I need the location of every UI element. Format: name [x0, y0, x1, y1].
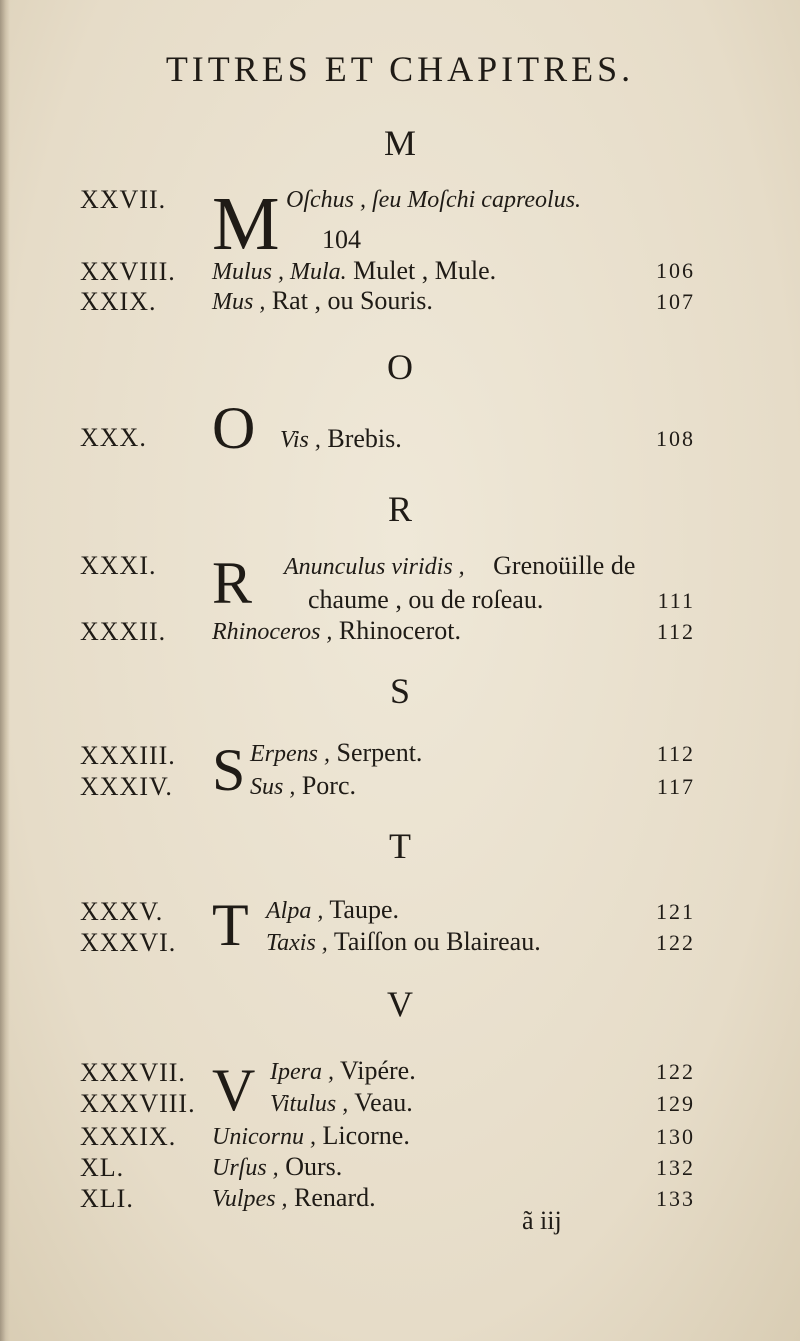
page-header: TITRES ET CHAPITRES. — [165, 49, 635, 89]
section-letter-s: S — [389, 671, 411, 711]
section-letter-o: O — [387, 347, 413, 387]
entry-page: 132 — [656, 1155, 695, 1180]
entry-text: Sus , Porc. — [250, 771, 357, 800]
entry-numeral: XXXV. — [80, 897, 164, 926]
entry-numeral: XXXIV. — [80, 772, 173, 801]
entry-text-continued: chaume , ou de roſeau. — [308, 585, 544, 614]
drop-cap: M — [212, 182, 280, 266]
drop-cap: V — [212, 1057, 256, 1123]
entry-page: 133 — [656, 1186, 695, 1211]
entry-numeral: XXXVI. — [80, 928, 177, 957]
entry-numeral: XXIX. — [80, 287, 157, 316]
entry-page: 130 — [656, 1124, 695, 1149]
drop-cap: S — [212, 737, 246, 803]
entry-text: Vulpes , Renard. — [212, 1183, 376, 1212]
entry-text: Mulus , Mula. Mulet , Mule. — [212, 256, 497, 285]
entry-page: 129 — [656, 1091, 695, 1116]
entry-text: Rhinoceros , Rhinocerot. — [212, 616, 461, 645]
entry-text: Vitulus , Veau. — [270, 1088, 413, 1117]
entry-page: 107 — [656, 289, 695, 314]
entry-numeral: XXXVII. — [80, 1058, 186, 1087]
entry-text: Vis , Brebis. — [280, 424, 402, 453]
entry-numeral: XXXIII. — [80, 741, 176, 770]
entry-numeral: XXXII. — [80, 617, 167, 646]
entry-numeral: XXVIII. — [80, 257, 176, 286]
entry-numeral: XXXVIII. — [80, 1089, 196, 1118]
signature-mark: ã iij — [522, 1206, 562, 1235]
entry-numeral: XLI. — [80, 1184, 134, 1213]
entry-text: Unicornu , Licorne. — [212, 1121, 410, 1150]
entry-page: 108 — [656, 426, 695, 451]
entry-text: Alpa , Taupe. — [266, 895, 400, 924]
entry-numeral: XXX. — [80, 423, 147, 452]
entry-text: Mus , Rat , ou Souris. — [212, 286, 433, 315]
drop-cap: R — [212, 550, 253, 616]
drop-cap: O — [212, 395, 256, 461]
entry-page: 112 — [656, 619, 695, 644]
entry-text: Urſus , Ours. — [212, 1152, 343, 1181]
section-letter-m: M — [383, 123, 416, 163]
entry-text: Taxis , Taiſſon ou Blaireau. — [266, 927, 541, 956]
entry-page: 122 — [656, 930, 695, 955]
entry-page: 112 — [656, 741, 695, 766]
entry-latin: Oſchus , ſeu Moſchi capreolus. — [286, 187, 582, 213]
section-letter-t: T — [389, 826, 411, 866]
section-letter-r: R — [387, 489, 412, 529]
entry-numeral: XL. — [80, 1153, 125, 1182]
entry-text: Erpens , Serpent. — [250, 738, 423, 767]
entry-page: 106 — [656, 258, 695, 283]
entry-numeral: XXXIX. — [80, 1122, 177, 1151]
entry-numeral: XXVII. — [80, 185, 167, 214]
drop-cap: T — [212, 892, 249, 958]
entry-page: 104 — [322, 225, 361, 254]
entry-numeral: XXXI. — [80, 551, 157, 580]
entry-text: Anunculus viridis , Grenoüille de — [284, 551, 636, 580]
section-letter-v: V — [387, 984, 413, 1024]
entry-page: 122 — [656, 1059, 695, 1084]
entry-page: 117 — [656, 774, 695, 799]
entry-page: 121 — [656, 899, 695, 924]
entry-page: 111 — [657, 588, 695, 613]
entry-text: Ipera , Vipére. — [270, 1056, 416, 1085]
